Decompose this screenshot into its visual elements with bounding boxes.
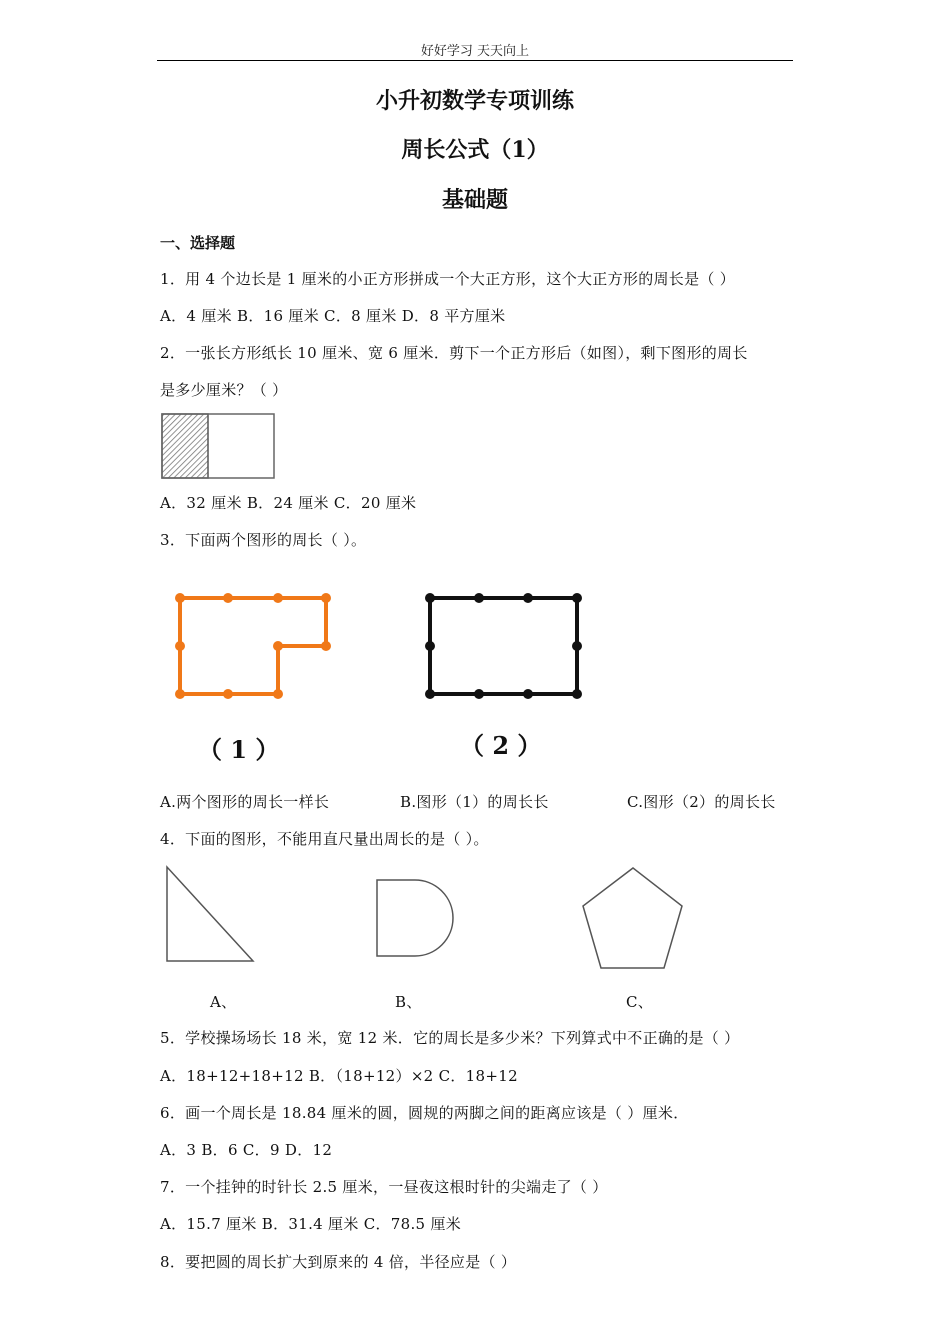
q2-stem-line2: 是多少厘米？（ ） [160,381,288,399]
level-title: 基础题 [441,187,508,213]
q4-label-b: B、 [395,993,422,1011]
q4-stem: 4．下面的图形，不能用直尺量出周长的是（ ）。 [160,830,489,848]
q4-label-a: A、 [210,993,237,1011]
q4-d-shape-outline [377,880,453,956]
q2-rectangle-figure [160,412,276,480]
q4-pentagon [575,862,690,974]
q3-figure-1 [168,586,340,706]
header-rule [157,60,793,61]
q5-options: A．18+12+18+12 B．（18+12）×2 C．18+12 [160,1067,518,1085]
q3-option-b: B.图形（1）的周长长 [400,793,549,811]
q4-pentagon-shape [583,868,682,968]
main-title: 小升初数学专项训练 [375,88,574,114]
section-heading: 一、选择题 [160,234,236,252]
q3-figure-2 [418,586,590,706]
q3-option-c: C.图形（2）的周长长 [627,793,776,811]
q3-caption-2: （ 2 ） [460,731,542,760]
q5-stem: 5．学校操场场长 18 米，宽 12 米．它的周长是多少米？下列算式中不正确的是（ ） [160,1029,740,1047]
q7-options: A．15.7 厘米 B．31.4 厘米 C．78.5 厘米 [160,1215,462,1233]
q3-caption-1: （ 1 ） [198,735,280,764]
q7-stem: 7．一个挂钟的时针长 2.5 厘米，一昼夜这根时针的尖端走了（ ） [160,1178,608,1196]
q4-label-c: C、 [626,993,654,1011]
q4-d-shape [370,872,460,962]
q2-options: A．32 厘米 B．24 厘米 C．20 厘米 [160,494,417,512]
sub-title: 周长公式（1） [401,137,549,163]
q3-option-a: A.两个图形的周长一样长 [160,793,330,811]
q6-options: A．3 B．6 C．9 D．12 [160,1141,333,1159]
q1-options: A．4 厘米 B．16 厘米 C．8 厘米 D．8 平方厘米 [160,307,506,325]
q8-stem: 8．要把圆的周长扩大到原来的 4 倍，半径应是（ ） [160,1253,517,1271]
q2-stem-line1: 2．一张长方形纸长 10 厘米、宽 6 厘米．剪下一个正方形后（如图），剩下图形的周长 [160,344,748,362]
q1-stem: 1．用 4 个边长是 1 厘米的小正方形拼成一个大正方形，这个大正方形的周长是（ ） [160,270,736,288]
q3-stem: 3．下面两个图形的周长（ ）。 [160,531,367,549]
page-header: 好好学习 天天向上 [420,44,530,59]
q4-triangle [160,860,260,966]
q2-cut-square [162,414,208,478]
q3-figure-2-outline [430,598,577,694]
q3-figure-1-outline [180,598,326,694]
q4-triangle-shape [167,867,253,961]
q6-stem: 6．画一个周长是 18.84 厘米的圆，圆规的两脚之间的距离应该是（ ）厘米． [160,1104,689,1122]
